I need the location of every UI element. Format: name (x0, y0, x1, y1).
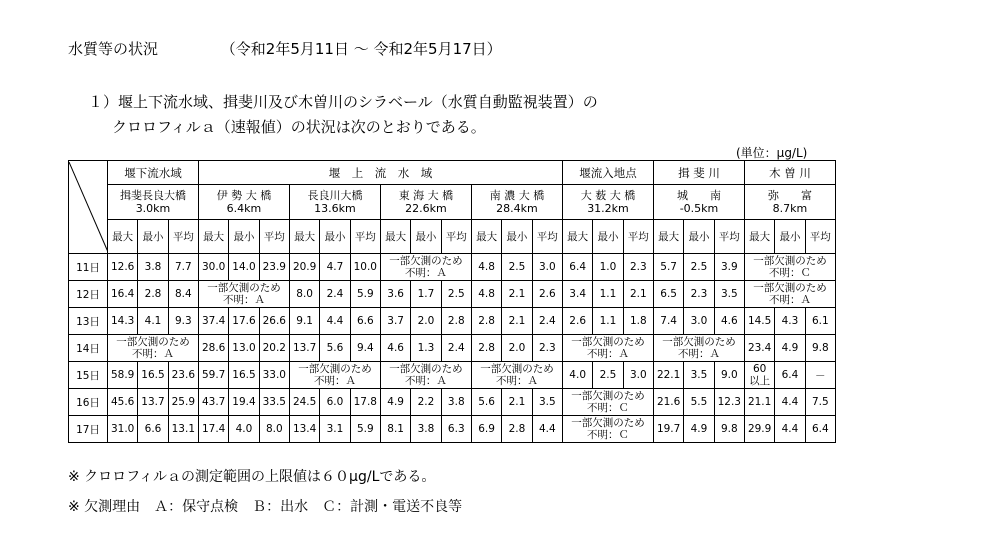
value-cell: 5.5 (684, 389, 714, 416)
table-corner (69, 161, 108, 254)
value-cell: 3.8 (441, 389, 471, 416)
value-cell: 12.6 (108, 254, 138, 281)
value-cell: 9.3 (168, 308, 198, 335)
value-cell: 8.0 (289, 281, 319, 308)
value-cell: 6.1 (805, 308, 835, 335)
page-title: 水質等の状況 (68, 40, 159, 58)
table-row (69, 308, 836, 335)
stat-header-min: 最小 (593, 220, 623, 254)
site-header (380, 185, 471, 220)
value-cell: 5.6 (471, 389, 501, 416)
value-cell: 3.0 (623, 362, 653, 389)
value-cell: 3.5 (714, 281, 744, 308)
site-name: 弥 富 (767, 189, 812, 202)
value-cell: 4.4 (775, 389, 805, 416)
site-name: 揖斐長良大橋 (119, 189, 186, 202)
value-cell: 45.6 (108, 389, 138, 416)
site-distance: 13.6km (314, 202, 356, 215)
value-cell: 1.3 (411, 335, 441, 362)
stat-header-max: 最大 (744, 220, 774, 254)
value-cell: 21.6 (653, 389, 683, 416)
value-cell: 9.8 (805, 335, 835, 362)
value-cell: 30.0 (198, 254, 228, 281)
value-cell: 1.8 (623, 308, 653, 335)
value-cell: 2.3 (684, 281, 714, 308)
site-header (108, 185, 199, 220)
value-cell: 28.6 (198, 335, 228, 362)
value-cell: 21.1 (744, 389, 774, 416)
site-header (198, 185, 289, 220)
stat-header-avg: 平均 (259, 220, 289, 254)
value-cell: 7.4 (653, 308, 683, 335)
value-cell: 5.6 (320, 335, 350, 362)
table-row (69, 281, 836, 308)
site-name: 長良川大橋 (307, 189, 363, 202)
value-cell: 2.8 (502, 416, 532, 443)
missing-note: 一部欠測のため 不明：Ａ (198, 281, 289, 308)
value-cell: 24.5 (289, 389, 319, 416)
value-cell: 2.1 (623, 281, 653, 308)
value-cell: 4.4 (532, 416, 562, 443)
stat-header-max: 最大 (562, 220, 592, 254)
value-cell: 2.3 (532, 335, 562, 362)
value-cell: 2.0 (411, 308, 441, 335)
site-name: 東 海 大 橋 (398, 189, 454, 202)
value-cell: 2.8 (471, 308, 501, 335)
value-cell: 6.5 (653, 281, 683, 308)
value-cell: 4.9 (775, 335, 805, 362)
stat-header-avg: 平均 (532, 220, 562, 254)
site-distance: 22.6km (405, 202, 447, 215)
value-cell: 4.0 (562, 362, 592, 389)
value-cell: 3.7 (380, 308, 410, 335)
value-cell: 14.5 (744, 308, 774, 335)
value-cell: 2.1 (502, 389, 532, 416)
missing-note: 一部欠測のため 不明：Ａ (744, 281, 835, 308)
page-header (68, 38, 502, 59)
value-cell: 33.0 (259, 362, 289, 389)
unit-label: (単位：μg/L) (736, 146, 808, 160)
value-cell: 7.5 (805, 389, 835, 416)
stat-header-min: 最小 (502, 220, 532, 254)
value-cell: 2.5 (593, 362, 623, 389)
site-distance: 6.4km (226, 202, 262, 215)
stat-header-min: 最小 (138, 220, 168, 254)
value-cell: 29.9 (744, 416, 774, 443)
value-cell: 4.8 (471, 254, 501, 281)
value-cell: 22.1 (653, 362, 683, 389)
day-label: 11日 (69, 254, 108, 281)
value-cell: 43.7 (198, 389, 228, 416)
value-cell: 2.6 (562, 308, 592, 335)
stat-header-avg: 平均 (350, 220, 380, 254)
site-header (289, 185, 380, 220)
group-header-inflow: 堰流入地点 (562, 161, 653, 185)
day-label: 12日 (69, 281, 108, 308)
site-name: 南 濃 大 橋 (489, 189, 545, 202)
value-cell: 4.8 (471, 281, 501, 308)
value-cell: 2.2 (411, 389, 441, 416)
value-cell: 12.3 (714, 389, 744, 416)
site-distance: 28.4km (496, 202, 538, 215)
value-cell: 14.0 (229, 254, 259, 281)
value-cell: 25.9 (168, 389, 198, 416)
value-cell: 3.0 (684, 308, 714, 335)
value-cell: 33.5 (259, 389, 289, 416)
value-cell: 7.7 (168, 254, 198, 281)
value-cell: 6.4 (562, 254, 592, 281)
value-cell: 5.7 (653, 254, 683, 281)
missing-note: 一部欠測のため 不明：Ａ (562, 335, 653, 362)
value-cell: 2.6 (532, 281, 562, 308)
value-cell: － (805, 362, 835, 389)
day-label: 14日 (69, 335, 108, 362)
value-cell: 13.1 (168, 416, 198, 443)
value-cell: 1.7 (411, 281, 441, 308)
intro-text (88, 90, 598, 140)
stat-header-min: 最小 (411, 220, 441, 254)
value-cell: 8.1 (380, 416, 410, 443)
chlorophyll-table (68, 160, 836, 443)
value-cell: 17.8 (350, 389, 380, 416)
value-cell: 16.4 (108, 281, 138, 308)
stat-header-avg: 平均 (441, 220, 471, 254)
value-cell: 16.5 (138, 362, 168, 389)
value-cell: 2.4 (441, 335, 471, 362)
notes (68, 462, 462, 522)
value-cell: 4.6 (714, 308, 744, 335)
table-row (69, 416, 836, 443)
stat-header-max: 最大 (471, 220, 501, 254)
value-cell: 6.0 (320, 389, 350, 416)
value-cell: 2.0 (502, 335, 532, 362)
stat-header-min: 最小 (320, 220, 350, 254)
site-distance: 31.2km (587, 202, 629, 215)
value-cell: 5.9 (350, 416, 380, 443)
value-cell: 13.7 (289, 335, 319, 362)
intro-line-1: １）堰上下流水域、揖斐川及び木曽川のシラベール（水質自動監視装置）の (88, 93, 598, 111)
stat-header-min: 最小 (229, 220, 259, 254)
value-cell: 17.6 (229, 308, 259, 335)
value-cell: 13.4 (289, 416, 319, 443)
stat-header-avg: 平均 (714, 220, 744, 254)
table-row (69, 335, 836, 362)
value-cell: 4.0 (229, 416, 259, 443)
value-cell: 3.4 (562, 281, 592, 308)
value-cell: 26.6 (259, 308, 289, 335)
value-cell: 9.1 (289, 308, 319, 335)
value-cell: 6.9 (471, 416, 501, 443)
stat-header-max: 最大 (380, 220, 410, 254)
value-cell: 13.0 (229, 335, 259, 362)
value-cell: 23.6 (168, 362, 198, 389)
site-distance: 8.7km (772, 202, 808, 215)
value-cell: 2.8 (471, 335, 501, 362)
report-period: （令和2年5月11日 ～ 令和2年5月17日） (220, 40, 502, 58)
missing-note: 一部欠測のため 不明：Ａ (380, 254, 471, 281)
day-label: 16日 (69, 389, 108, 416)
value-cell: 3.0 (532, 254, 562, 281)
value-cell: 4.6 (380, 335, 410, 362)
missing-note: 一部欠測のため 不明：Ｃ (744, 254, 835, 281)
value-cell: 60 以上 (744, 362, 774, 389)
value-cell: 37.4 (198, 308, 228, 335)
value-cell: 13.7 (138, 389, 168, 416)
group-header-ibi: 揖 斐 川 (653, 161, 744, 185)
site-header (744, 185, 835, 220)
value-cell: 2.5 (684, 254, 714, 281)
stat-header-min: 最小 (684, 220, 714, 254)
value-cell: 6.4 (805, 416, 835, 443)
value-cell: 6.3 (441, 416, 471, 443)
group-header-upstream: 堰 上 流 水 域 (198, 161, 562, 185)
value-cell: 6.6 (138, 416, 168, 443)
group-header-downstream: 堰下流水域 (108, 161, 199, 185)
value-cell: 5.9 (350, 281, 380, 308)
value-cell: 58.9 (108, 362, 138, 389)
site-name: 伊 勢 大 橋 (216, 189, 272, 202)
value-cell: 2.5 (502, 254, 532, 281)
note-missing-reasons: ※ 欠測理由 Ａ：保守点検 Ｂ：出水 Ｃ：計測・電送不良等 (68, 499, 463, 515)
value-cell: 23.4 (744, 335, 774, 362)
value-cell: 23.9 (259, 254, 289, 281)
value-cell: 31.0 (108, 416, 138, 443)
value-cell: 4.7 (320, 254, 350, 281)
stat-header-max: 最大 (653, 220, 683, 254)
value-cell: 1.1 (593, 281, 623, 308)
value-cell: 17.4 (198, 416, 228, 443)
value-cell: 1.0 (593, 254, 623, 281)
value-cell: 3.8 (411, 416, 441, 443)
value-cell: 16.5 (229, 362, 259, 389)
value-cell: 2.1 (502, 281, 532, 308)
value-cell: 2.4 (532, 308, 562, 335)
site-header (471, 185, 562, 220)
stat-header-avg: 平均 (168, 220, 198, 254)
value-cell: 10.0 (350, 254, 380, 281)
value-cell: 4.9 (380, 389, 410, 416)
value-cell: 3.9 (714, 254, 744, 281)
missing-note: 一部欠測のため 不明：Ｃ (562, 389, 653, 416)
table-row (69, 389, 836, 416)
value-cell: 14.3 (108, 308, 138, 335)
site-distance: 3.0km (135, 202, 171, 215)
value-cell: 19.4 (229, 389, 259, 416)
intro-line-2: クロロフィルａ（速報値）の状況は次のとおりである。 (112, 118, 486, 136)
table-row (69, 254, 836, 281)
value-cell: 4.1 (138, 308, 168, 335)
value-cell: 6.4 (775, 362, 805, 389)
day-label: 17日 (69, 416, 108, 443)
value-cell: 6.6 (350, 308, 380, 335)
value-cell: 9.4 (350, 335, 380, 362)
value-cell: 20.9 (289, 254, 319, 281)
group-header-kiso: 木 曽 川 (744, 161, 835, 185)
stat-header-max: 最大 (289, 220, 319, 254)
site-header (562, 185, 653, 220)
stat-header-avg: 平均 (623, 220, 653, 254)
stat-header-avg: 平均 (805, 220, 835, 254)
value-cell: 20.2 (259, 335, 289, 362)
missing-note: 一部欠測のため 不明：Ａ (108, 335, 199, 362)
value-cell: 2.4 (320, 281, 350, 308)
value-cell: 3.1 (320, 416, 350, 443)
value-cell: 19.7 (653, 416, 683, 443)
stat-header-max: 最大 (108, 220, 138, 254)
value-cell: 2.1 (502, 308, 532, 335)
value-cell: 4.9 (684, 416, 714, 443)
value-cell: 2.5 (441, 281, 471, 308)
value-cell: 3.6 (380, 281, 410, 308)
value-cell: 4.4 (320, 308, 350, 335)
missing-note: 一部欠測のため 不明：Ａ (289, 362, 380, 389)
site-header (653, 185, 744, 220)
missing-note: 一部欠測のため 不明：Ａ (653, 335, 744, 362)
site-distance: -0.5km (679, 202, 719, 215)
stat-header-max: 最大 (198, 220, 228, 254)
missing-note: 一部欠測のため 不明：Ａ (380, 362, 471, 389)
day-label: 13日 (69, 308, 108, 335)
value-cell: 3.5 (532, 389, 562, 416)
missing-note: 一部欠測のため 不明：Ｃ (562, 416, 653, 443)
value-cell: 2.8 (138, 281, 168, 308)
day-label: 15日 (69, 362, 108, 389)
missing-note: 一部欠測のため 不明：Ａ (471, 362, 562, 389)
table-row (69, 362, 836, 389)
value-cell: 9.0 (714, 362, 744, 389)
note-measurement-limit: ※ クロロフィルａの測定範囲の上限値は６０μg/Lである。 (68, 469, 436, 485)
value-cell: 8.4 (168, 281, 198, 308)
value-cell: 3.8 (138, 254, 168, 281)
site-name: 城 南 (676, 189, 721, 202)
value-cell: 9.8 (714, 416, 744, 443)
site-name: 大 薮 大 橋 (580, 189, 636, 202)
stat-header-min: 最小 (775, 220, 805, 254)
value-cell: 4.3 (775, 308, 805, 335)
value-cell: 1.1 (593, 308, 623, 335)
value-cell: 59.7 (198, 362, 228, 389)
value-cell: 2.8 (441, 308, 471, 335)
value-cell: 4.4 (775, 416, 805, 443)
value-cell: 2.3 (623, 254, 653, 281)
value-cell: 3.5 (684, 362, 714, 389)
value-cell: 8.0 (259, 416, 289, 443)
